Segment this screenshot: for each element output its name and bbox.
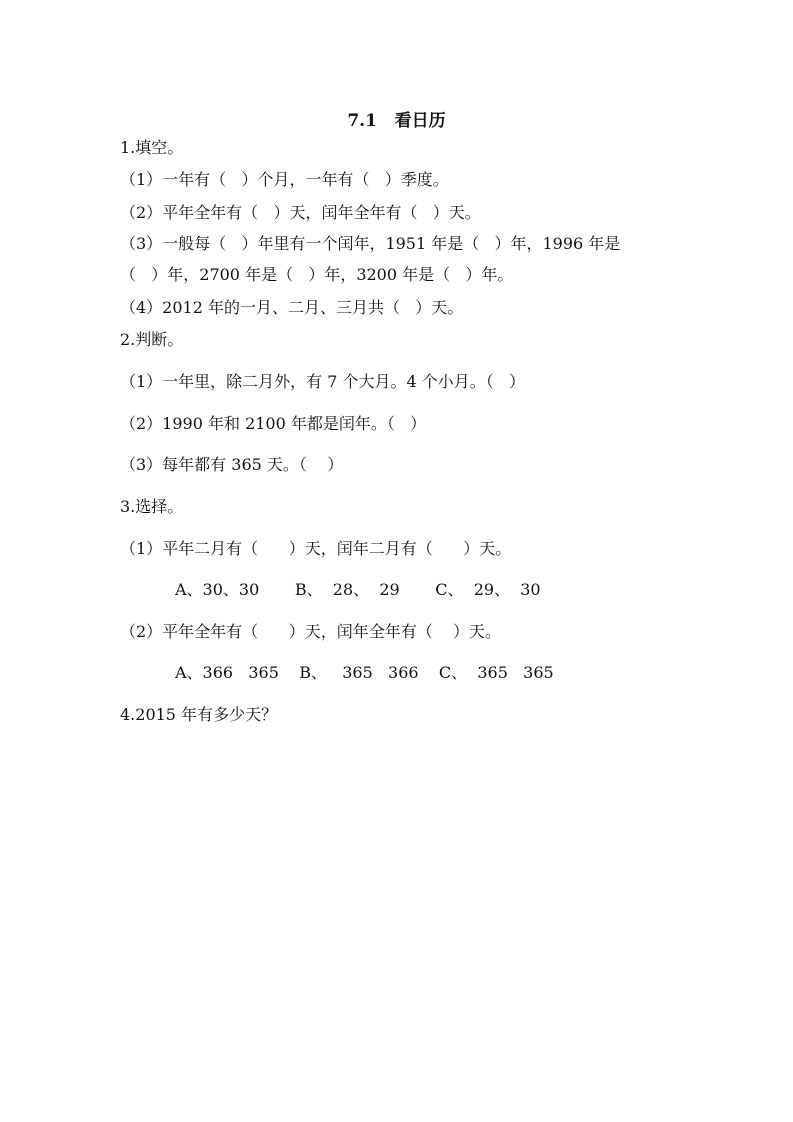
- section-1-heading: 1.填空。: [120, 138, 184, 157]
- section-3-heading: 3.选择。: [120, 497, 184, 516]
- fill-blank-item-3-continued: （ ）年，2700 年是（ ）年，3200 年是（ ）年。: [120, 265, 514, 284]
- fill-blank-item-3: （3）一般每（ ）年里有一个闰年，1951 年是（ ）年，1996 年是: [120, 234, 621, 253]
- choice-question-1-options: A、30、30 B、 28、 29 C、 29、 30: [175, 580, 541, 599]
- section-4-heading: 4.2015 年有多少天？: [120, 705, 278, 724]
- section-2-heading: 2.判断。: [120, 330, 184, 349]
- judge-item-1: （1）一年里，除二月外，有 7 个大月。4 个小月。（ ）: [120, 372, 526, 391]
- choice-question-2: （2）平年全年有（ ）天，闰年全年有（ ）天。: [120, 622, 502, 641]
- choice-question-2-options: A、366 365 B、 365 366 C、 365 365: [175, 663, 554, 682]
- judge-item-2: （2）1990 年和 2100 年都是闰年。（ ）: [120, 414, 427, 433]
- fill-blank-item-2: （2）平年全年有（ ）天，闰年全年有（ ）天。: [120, 203, 481, 222]
- fill-blank-item-1: （1）一年有（ ）个月，一年有（ ）季度。: [120, 170, 449, 189]
- page-title: 7.1 看日历: [347, 111, 446, 131]
- fill-blank-item-4: （4）2012 年的一月、二月、三月共（ ）天。: [120, 298, 464, 317]
- judge-item-3: （3）每年都有 365 天。（ ）: [120, 455, 344, 474]
- choice-question-1: （1）平年二月有（ ）天，闰年二月有（ ）天。: [120, 539, 512, 558]
